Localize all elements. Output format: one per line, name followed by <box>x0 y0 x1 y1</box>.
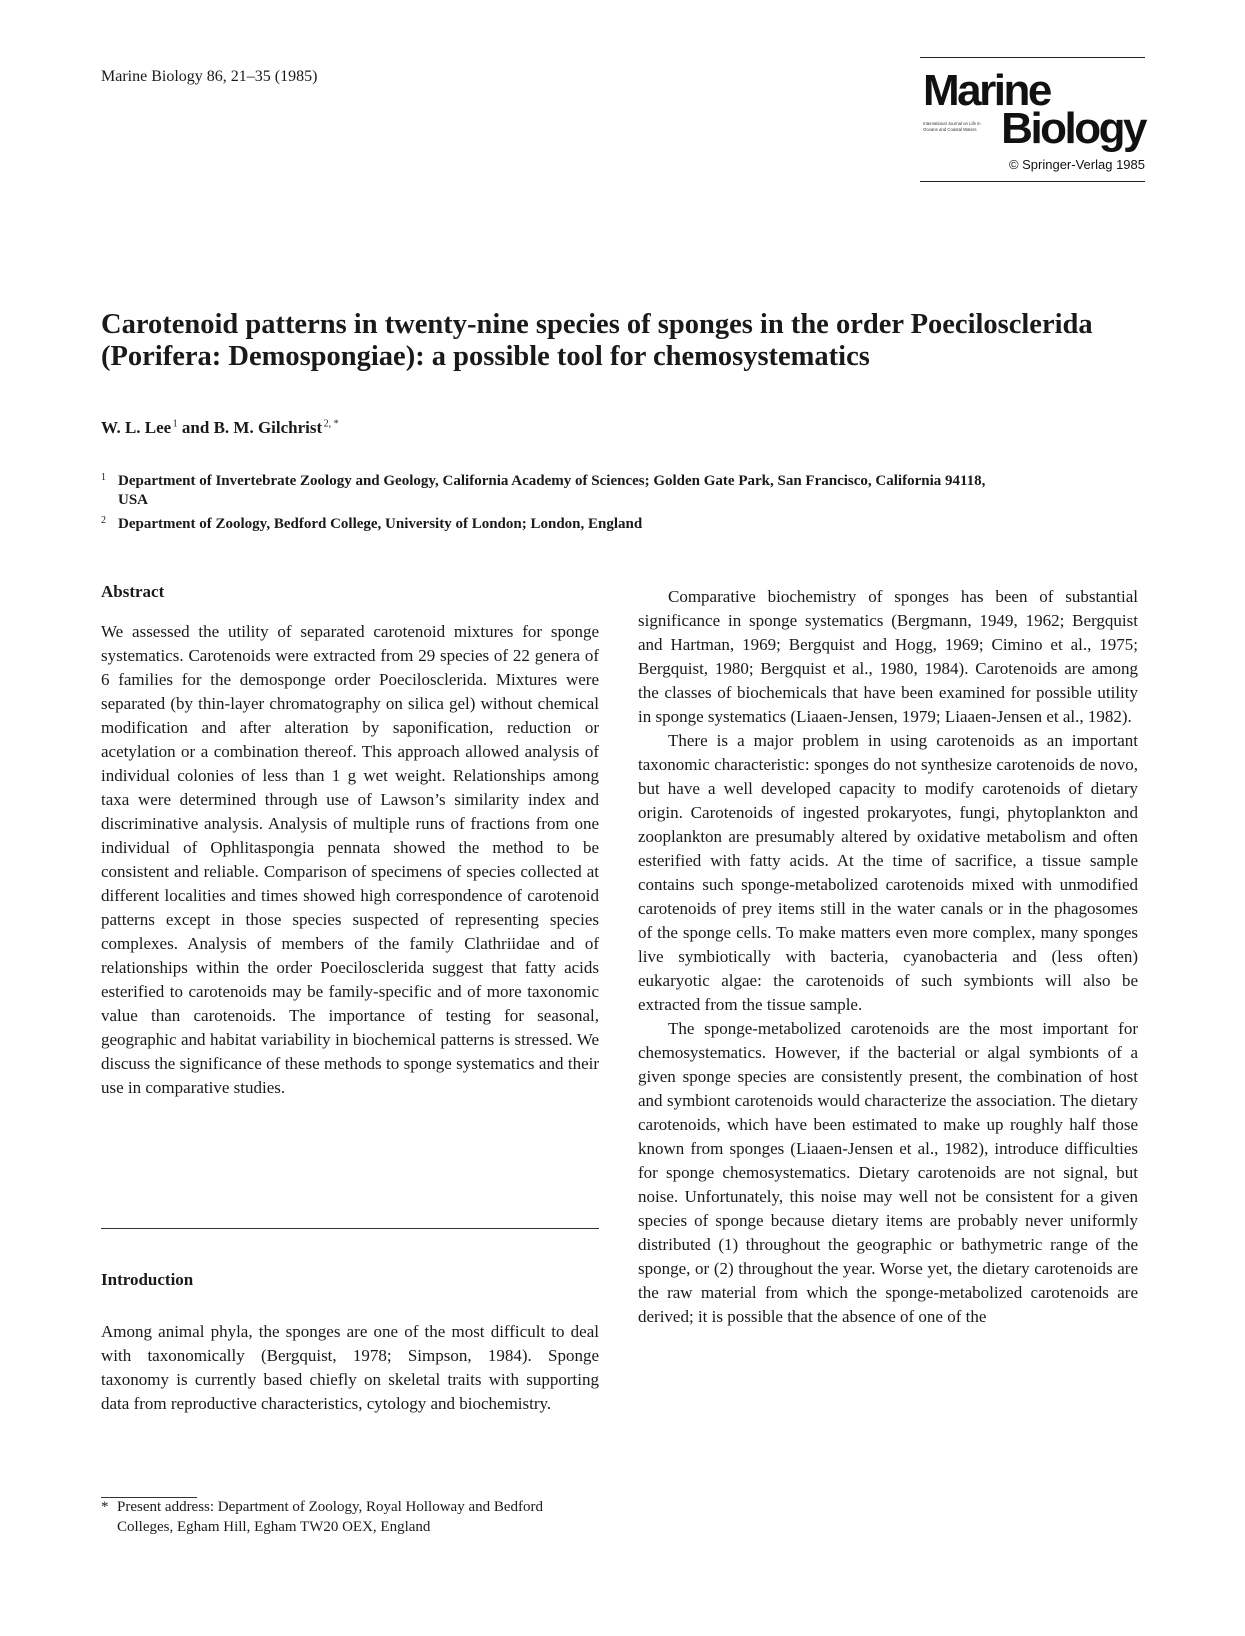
author-affiliation-mark: 1 <box>172 418 178 430</box>
article-title: Carotenoid patterns in twenty-nine species of sponges in the order Poecilosclerida (Porifera: Demospongiae): a possible tool for chemosystematics <box>101 309 1093 372</box>
right-column <box>638 585 1138 1329</box>
affiliation <box>101 515 1001 534</box>
footnote-mark: * <box>101 1499 109 1515</box>
logo-tagline: International Journal on Life in Oceans and Coastal Waters <box>923 121 981 132</box>
journal-logo <box>920 57 1145 183</box>
abstract-text: We assessed the utility of separated carotenoid mixtures for sponge systematics. Carotenoids were extracted from 29 species of 22 genera of 6 families for the demosponge order Poecilosclerida. Mixtures were separated (by thin-layer chromatography on silica gel) without chemical modification and after alteration by saponification, reduction or acetylation or a combination thereof. This approach allowed analysis of individual colonies of less than 1 g wet weight. Relationships among taxa were determined through use of Lawson’s similarity index and discriminative analysis. Analysis of multiple runs of fractions from one individual of Ophlitaspongia pennata showed the method to be consistent and reliable. Comparison of specimens of species collected at different localities and times showed high correspondence of carotenoid patterns except in those species suspected of representing species complexes. Analysis of members of the family Clathriidae and of relationships within the order Poecilosclerida suggest that fatty acids esterified to carotenoids may be family-specific and of more taxonomic value than carotenoids. The importance of testing for seasonal, geographic and habitat variability in biochemical patterns is stressed. We discuss the significance of these methods to sponge systematics and their use in comparative studies. <box>101 622 599 1097</box>
body-paragraph: Comparative biochemistry of sponges has been of substantial significance in sponge systematics (Bergmann, 1949, 1962; Bergquist and Hartman, 1969; Bergquist and Hogg, 1969; Cimino et al., 1975; Bergquist, 1980; Bergquist et al., 1980, 1984). Carotenoids are among the classes of biochemicals that have been examined for possible utility in sponge systematics (Liaaen-Jensen, 1979; Liaaen-Jensen et al., 1982). <box>638 587 1138 726</box>
affiliation <box>101 472 1001 510</box>
author-joiner: and <box>181 418 210 437</box>
logo-rule-top <box>920 57 1145 58</box>
footnote-text: Present address: Department of Zoology, Royal Holloway and Bedford Colleges, Egham Hill, Egham TW20 OEX, England <box>117 1499 544 1535</box>
affiliation-number: 1 <box>101 472 106 483</box>
introduction-text: Among animal phyla, the sponges are one of the most difficult to deal with taxonomically (Bergquist, 1978; Simpson, 1984). Sponge taxonomy is currently based chiefly on skeletal traits with supporting data from reproductive characteristics, cytology and biochemistry. <box>101 1322 599 1413</box>
abstract-heading: Abstract <box>101 582 165 601</box>
body-paragraph: There is a major problem in using carotenoids as an important taxonomic characteristic: sponges do not synthesize carotenoids de novo, but have a well developed capacity to modify carotenoids of dietary origin. Carotenoids of ingested prokaryotes, fungi, phytoplankton and zooplankton are presumably altered by oxidative metabolism and often esterified with fatty acids. At the time of sacrifice, a tissue sample contains such sponge-metabolized carotenoids mixed with unmodified carotenoids of prey items still in the water canals or in the phagosomes of the sponge cells. To make matters even more complex, many sponges live symbiotically with bacteria, cyanobacteria and (less often) eukaryotic algae: the carotenoids of such symbionts will also be extracted from the tissue sample. <box>638 731 1138 1014</box>
body-paragraph: The sponge-metabolized carotenoids are the most important for chemosystematics. However, if the bacterial or algal symbionts of a given sponge species are consistently present, the combination of host and symbiont carotenoids would characterize the association. The dietary carotenoids, which have been estimated to make up roughly half those known from sponges (Liaaen-Jensen et al., 1982), introduce difficulties for sponge chemosystematics. Dietary carotenoids are not signal, but noise. Unfortunately, this noise may well not be consistent for a given species of sponge because dietary items are probably never uniformly distributed (1) throughout the geographic or bathymetric range of the sponge, or (2) throughout the year. Worse yet, the dietary carotenoids are the raw material from which the sponge-metabolized carotenoids are derived; it is possible that the absence of one of the <box>638 1019 1138 1326</box>
logo-rule-bottom <box>920 181 1145 182</box>
author-affiliation-mark: 2, * <box>323 418 339 430</box>
author-name: W. L. Lee <box>101 418 172 437</box>
author-list <box>101 418 339 438</box>
journal-citation: Marine Biology 86, 21–35 (1985) <box>101 68 318 85</box>
introduction-heading: Introduction <box>101 1270 194 1289</box>
affiliation-text: Department of Zoology, Bedford College, University of London; London, England <box>118 516 643 532</box>
logo-word-marine: Marine <box>923 66 1050 115</box>
section-divider <box>101 1228 599 1229</box>
publisher-copyright: © Springer-Verlag 1985 <box>1008 157 1145 172</box>
affiliation-number: 2 <box>101 515 106 526</box>
author-name: B. M. Gilchrist <box>213 418 323 437</box>
footnote <box>101 1497 599 1537</box>
affiliation-text: Department of Invertebrate Zoology and Geology, California Academy of Sciences; Golden Gate Park, San Francisco, California 94118, USA <box>118 473 986 508</box>
logo-word-biology: Biology <box>1001 104 1145 153</box>
